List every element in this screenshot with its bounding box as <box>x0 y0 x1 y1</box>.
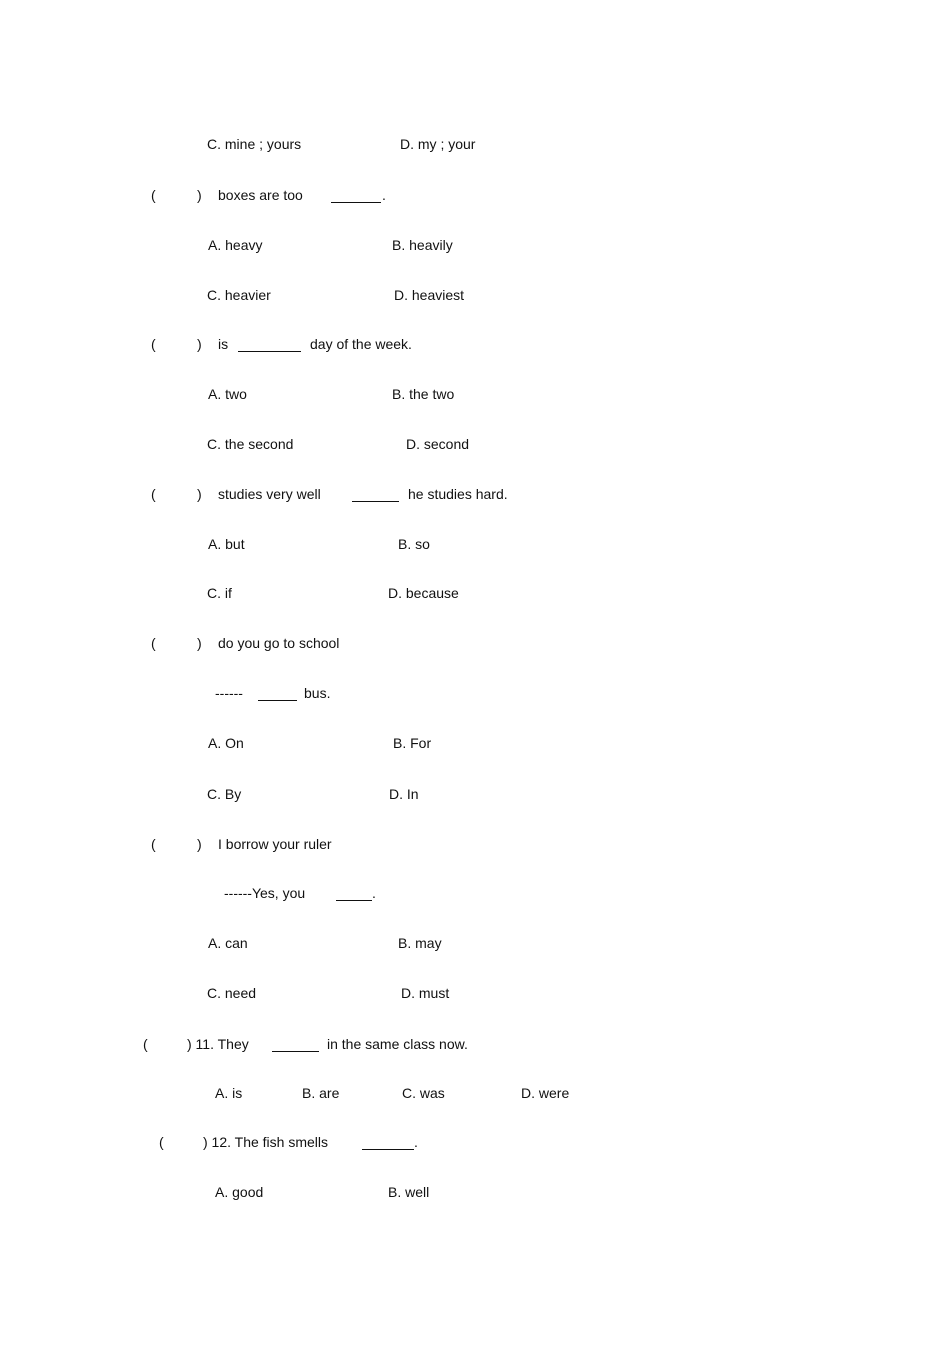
option-a: A. is <box>215 1085 243 1101</box>
answer-blank <box>352 501 399 502</box>
question-punctuation: . <box>372 885 376 901</box>
option-d: D. must <box>401 985 450 1001</box>
answer-paren-close: ) <box>197 486 202 502</box>
question-text: boxes are too <box>218 187 303 203</box>
question-punctuation: . <box>382 187 386 203</box>
question-text: is <box>218 336 229 352</box>
answer-blank <box>331 202 381 203</box>
option-a: A. but <box>208 536 245 552</box>
answer-paren-open: ( <box>151 187 156 203</box>
reply-dash: ------ <box>215 685 243 701</box>
option-d: D. second <box>406 436 470 452</box>
answer-blank <box>336 900 372 901</box>
option-b: B. For <box>393 735 432 751</box>
reply-text: bus. <box>304 685 331 701</box>
option-d: D. heaviest <box>394 287 465 303</box>
question-text: do you go to school <box>218 635 340 651</box>
option-b: B. well <box>388 1184 430 1200</box>
answer-blank <box>238 351 301 352</box>
option-a: A. On <box>208 735 244 751</box>
question-punctuation: . <box>414 1134 418 1150</box>
option-a: A. good <box>215 1184 264 1200</box>
question-text: in the same class now. <box>327 1036 468 1052</box>
option-c: C. need <box>207 985 257 1001</box>
option-c: C. the second <box>207 436 294 452</box>
answer-paren-open: ( <box>143 1036 148 1052</box>
option-a: A. can <box>208 935 248 951</box>
option-a: A. heavy <box>208 237 263 253</box>
option-b: B. so <box>398 536 430 552</box>
question-text: I borrow your ruler <box>218 836 332 852</box>
option-b: B. may <box>398 935 442 951</box>
question-number: ) 11. They <box>187 1036 249 1052</box>
option-d: D. because <box>388 585 459 601</box>
option-d: D. my ; your <box>400 136 476 152</box>
answer-paren-close: ) <box>197 187 202 203</box>
answer-paren-open: ( <box>159 1134 164 1150</box>
answer-blank <box>362 1149 414 1150</box>
answer-paren-open: ( <box>151 336 156 352</box>
question-text: day of the week. <box>310 336 412 352</box>
answer-paren-close: ) <box>197 635 202 651</box>
option-d: D. In <box>389 786 419 802</box>
option-c: C. was <box>402 1085 445 1101</box>
answer-paren-open: ( <box>151 836 156 852</box>
answer-blank <box>258 700 297 701</box>
answer-paren-open: ( <box>151 486 156 502</box>
answer-paren-close: ) <box>197 836 202 852</box>
option-d: D. were <box>521 1085 570 1101</box>
answer-paren-open: ( <box>151 635 156 651</box>
option-b: B. heavily <box>392 237 453 253</box>
question-text: he studies hard. <box>408 486 508 502</box>
option-a: A. two <box>208 386 247 402</box>
answer-blank <box>272 1051 319 1052</box>
option-b: B. are <box>302 1085 340 1101</box>
option-c: C. heavier <box>207 287 271 303</box>
option-c: C. if <box>207 585 232 601</box>
option-c: C. By <box>207 786 242 802</box>
question-text: studies very well <box>218 486 321 502</box>
question-number: ) 12. The fish smells <box>203 1134 329 1150</box>
option-b: B. the two <box>392 386 455 402</box>
answer-paren-close: ) <box>197 336 202 352</box>
option-c: C. mine ; yours <box>207 136 302 152</box>
reply-text: ------Yes, you <box>224 885 306 901</box>
